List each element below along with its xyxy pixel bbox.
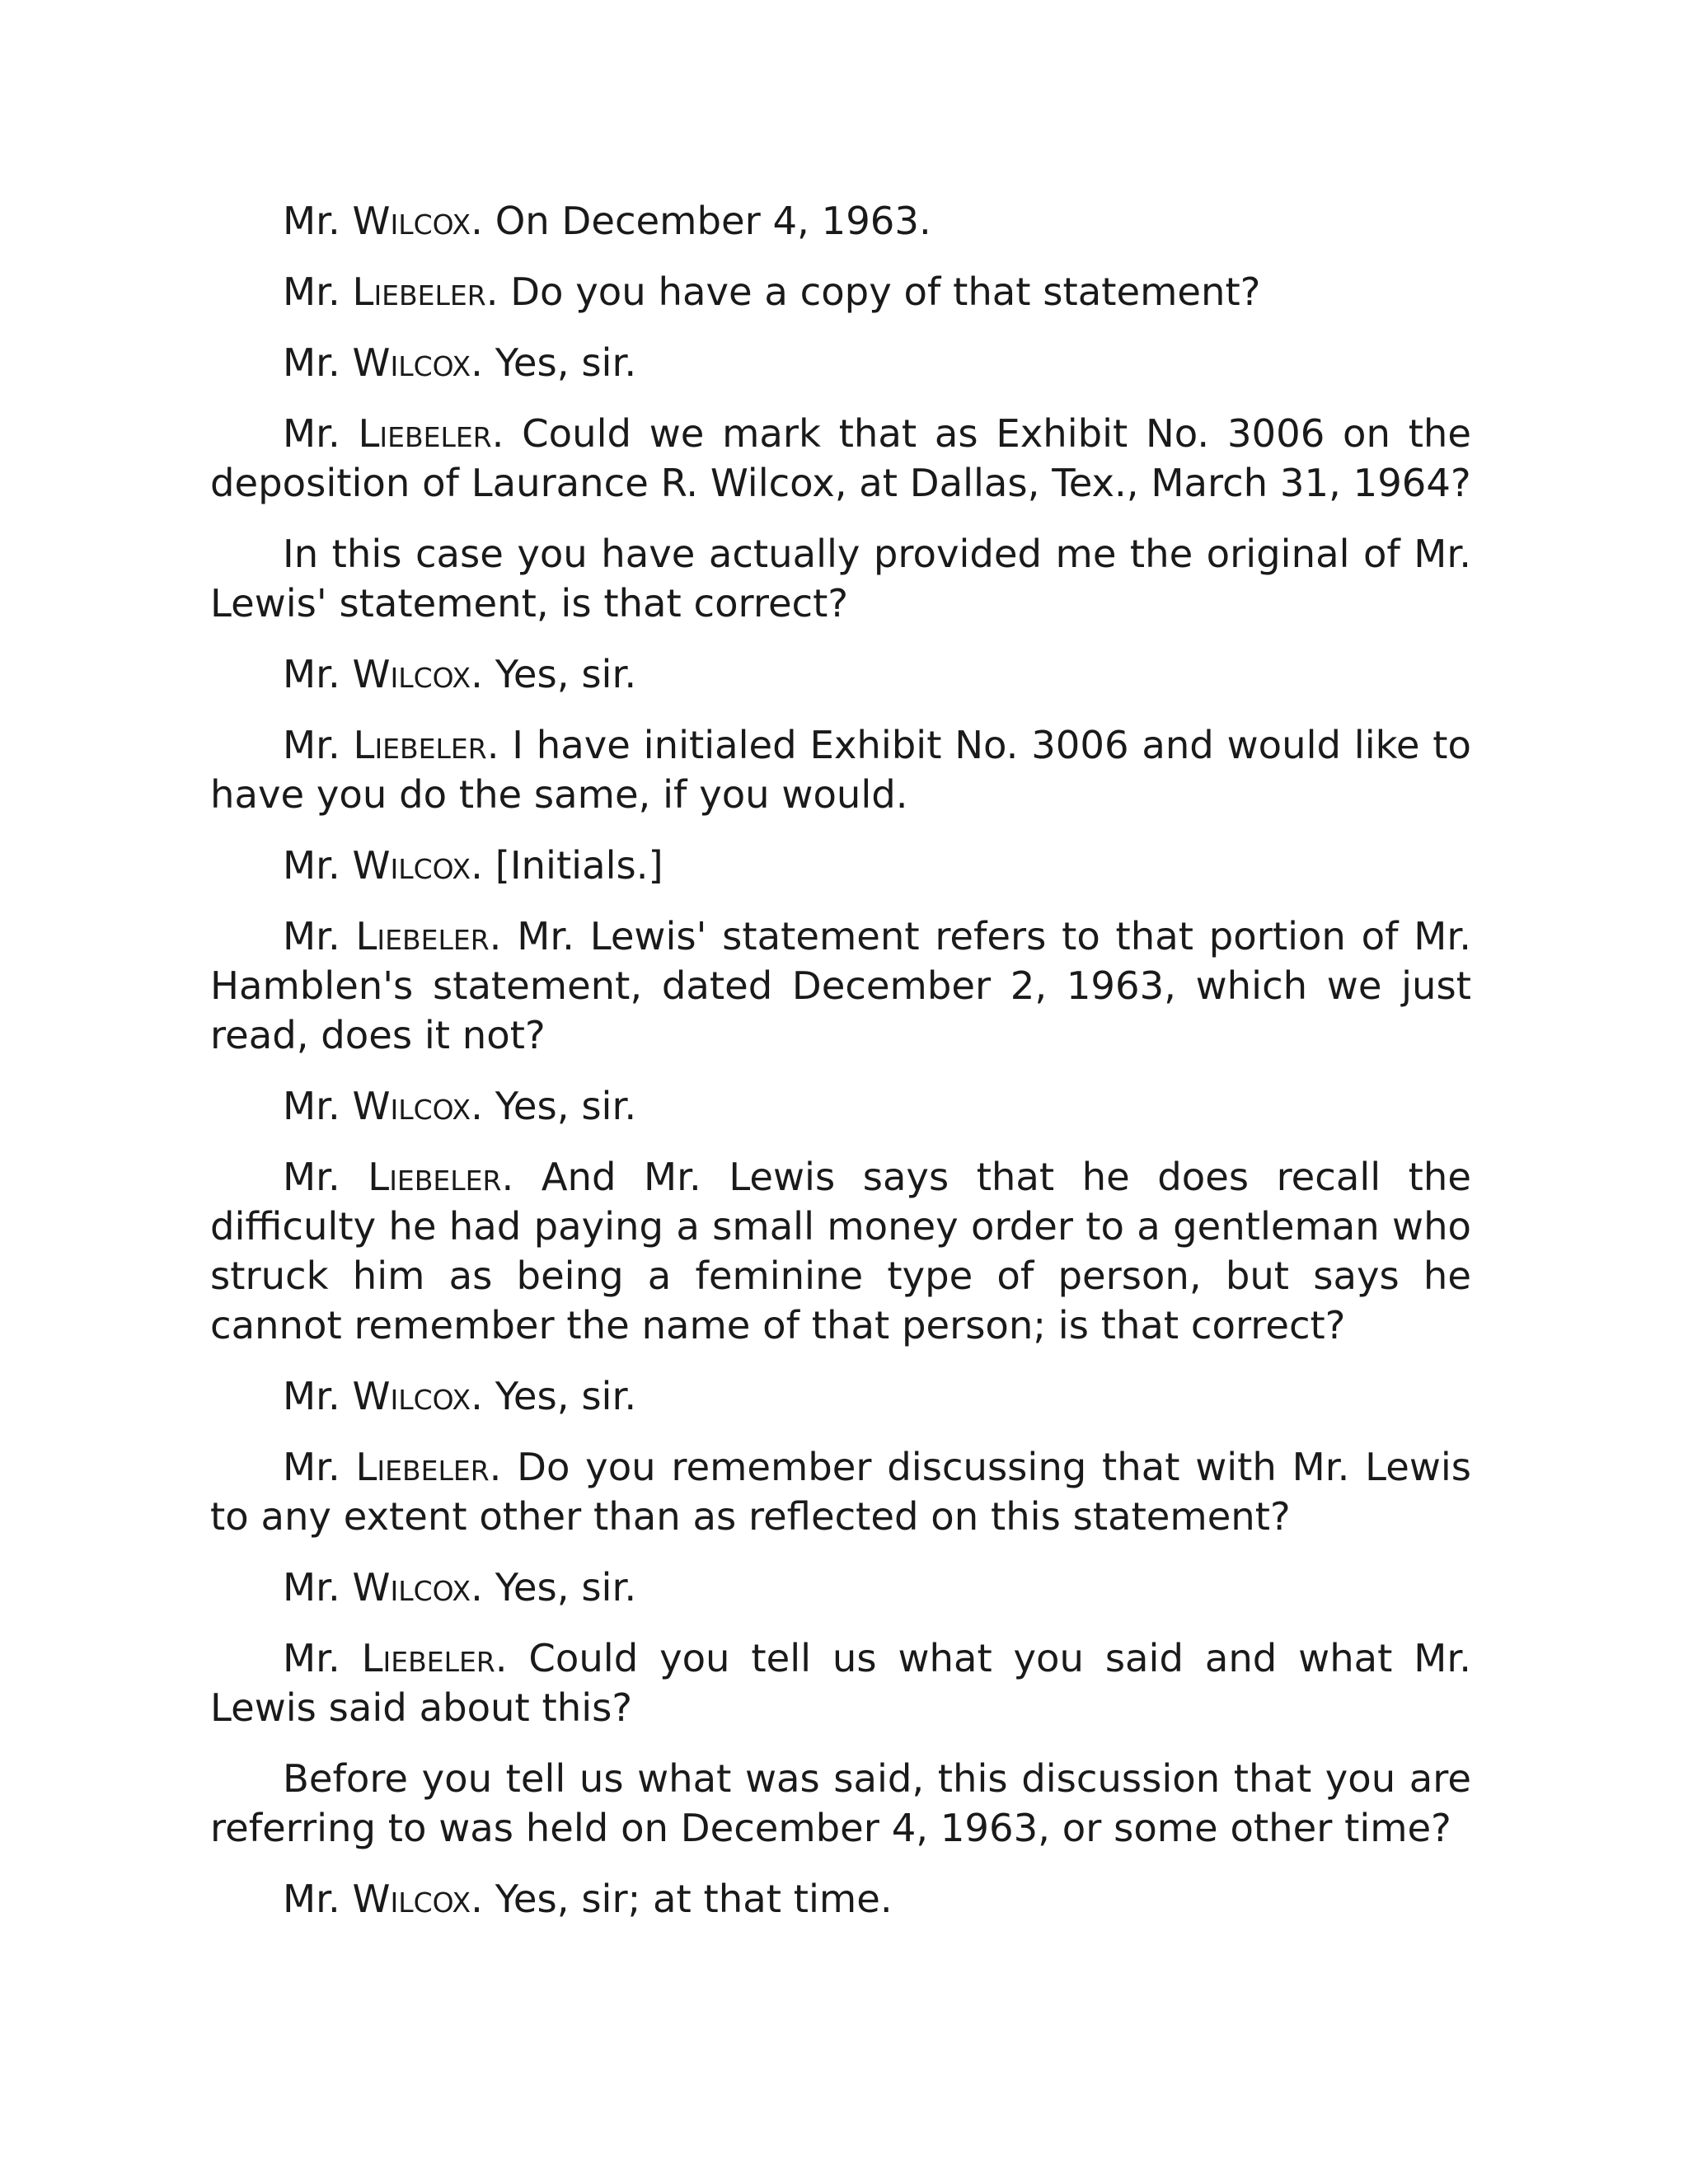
- speaker-title: Mr.: [283, 723, 340, 767]
- paragraph-text: . On December 4, 1963.: [471, 199, 931, 243]
- transcript-paragraph: [210, 1874, 1471, 1924]
- transcript-paragraph: [210, 529, 1471, 628]
- speaker-title: Mr.: [283, 1445, 340, 1489]
- paragraph-text: . Do you remember discussing that with Mr. Lewis to any extent other than as reflected on this statement?: [210, 1445, 1472, 1539]
- speaker-name: Liebeler: [352, 269, 486, 314]
- paragraph-text: . Could you tell us what you said and what Mr. Lewis said about this?: [210, 1636, 1471, 1730]
- transcript-paragraph: [210, 1371, 1471, 1421]
- paragraph-text: In this case you have actually provided me the original of Mr. Lewis' statement, is that correct?: [210, 532, 1471, 626]
- transcript-paragraph: [210, 649, 1471, 699]
- transcript-paragraph: [210, 267, 1471, 316]
- speaker-name: Liebeler: [353, 723, 487, 767]
- speaker-name: Liebeler: [361, 1636, 495, 1680]
- transcript-page: [210, 196, 1471, 1945]
- paragraph-text: . Yes, sir.: [471, 1565, 637, 1610]
- paragraph-text: . Yes, sir; at that time.: [471, 1877, 893, 1921]
- speaker-name: Liebeler: [355, 914, 490, 958]
- speaker-name: Wilcox: [352, 199, 471, 243]
- speaker-title: Mr.: [283, 1636, 340, 1680]
- transcript-paragraph: [210, 720, 1471, 819]
- speaker-name: Wilcox: [352, 1877, 471, 1921]
- transcript-paragraph: [210, 841, 1471, 890]
- transcript-paragraph: [210, 409, 1471, 508]
- speaker-name: Wilcox: [352, 843, 471, 888]
- speaker-name: Wilcox: [352, 652, 471, 696]
- speaker-title: Mr.: [283, 199, 340, 243]
- paragraph-text: . Yes, sir.: [471, 652, 637, 696]
- transcript-paragraph: [210, 1152, 1471, 1350]
- speaker-name: Liebeler: [355, 1445, 490, 1489]
- speaker-title: Mr.: [283, 1084, 340, 1128]
- speaker-name: Liebeler: [358, 411, 492, 456]
- transcript-paragraph: [210, 1633, 1471, 1732]
- paragraph-text: Before you tell us what was said, this discussion that you are referring to was held on December 4, 1963, or some other time?: [210, 1756, 1471, 1850]
- speaker-title: Mr.: [283, 914, 340, 958]
- transcript-paragraph: [210, 1754, 1471, 1853]
- paragraph-text: . Could we mark that as Exhibit No. 3006 on the deposition of Laurance R. Wilcox, at Dallas, Tex., March 31, 1964?: [210, 411, 1472, 505]
- speaker-name: Wilcox: [352, 1565, 471, 1610]
- speaker-title: Mr.: [283, 843, 340, 888]
- speaker-name: Wilcox: [352, 1374, 471, 1418]
- speaker-title: Mr.: [283, 340, 340, 385]
- paragraph-text: . Mr. Lewis' statement refers to that portion of Mr. Hamblen's statement, dated December 2, 1963, which we just read, does it not?: [210, 914, 1472, 1057]
- paragraph-text: . Yes, sir.: [471, 340, 637, 385]
- speaker-title: Mr.: [283, 652, 340, 696]
- paragraph-text: . [Initials.]: [471, 843, 663, 888]
- paragraph-text: . Do you have a copy of that statement?: [485, 269, 1261, 314]
- speaker-name: Wilcox: [352, 1084, 471, 1128]
- paragraph-text: . Yes, sir.: [471, 1084, 637, 1128]
- speaker-title: Mr.: [283, 269, 340, 314]
- speaker-title: Mr.: [283, 1565, 340, 1610]
- speaker-title: Mr.: [283, 1374, 340, 1418]
- paragraph-text: . Yes, sir.: [471, 1374, 637, 1418]
- speaker-title: Mr.: [283, 1155, 340, 1199]
- speaker-title: Mr.: [283, 411, 340, 456]
- transcript-paragraph: [210, 1442, 1471, 1541]
- paragraph-text: . And Mr. Lewis says that he does recall the difficulty he had paying a small money order to a gentleman who struck him as being a feminine type of person, but says he cannot remember the name of that person; is that correct?: [210, 1155, 1471, 1347]
- transcript-paragraph: [210, 912, 1471, 1060]
- transcript-paragraph: [210, 1081, 1471, 1131]
- speaker-name: Wilcox: [352, 340, 471, 385]
- speaker-name: Liebeler: [368, 1155, 502, 1199]
- transcript-paragraph: [210, 196, 1471, 246]
- transcript-paragraph: [210, 338, 1471, 387]
- paragraph-text: . I have initialed Exhibit No. 3006 and would like to have you do the same, if you would.: [210, 723, 1471, 817]
- transcript-paragraph: [210, 1563, 1471, 1612]
- speaker-title: Mr.: [283, 1877, 340, 1921]
